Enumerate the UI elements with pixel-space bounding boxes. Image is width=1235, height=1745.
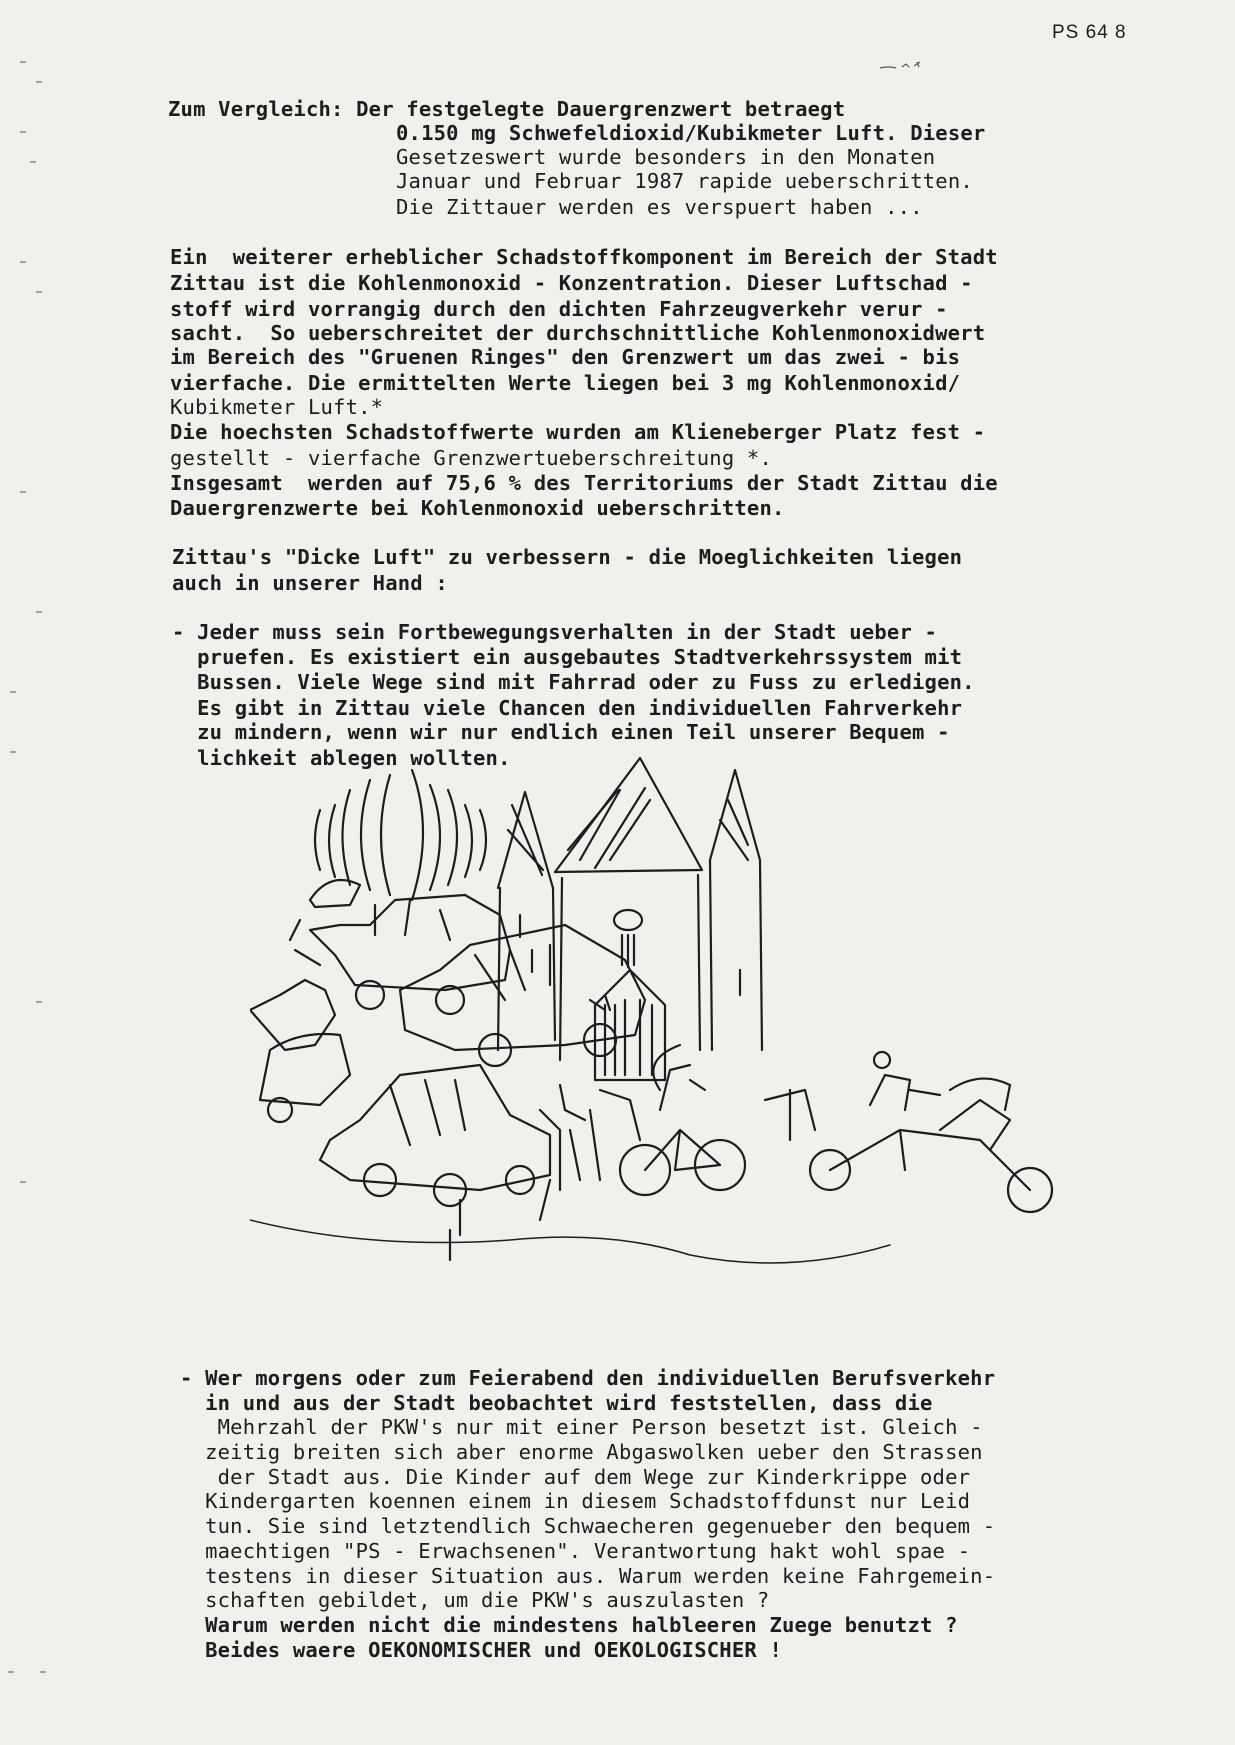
bullet-line: pruefen. Es existiert ein ausgebautes Stadtverkehrssystem mit [172,645,963,669]
comparison-line: 0.150 mg Schwefeldioxid/Kubikmeter Luft. Dieser [396,121,986,145]
bullet-line: tun. Sie sind letztendlich Schwaecheren gegenueber den bequem - [180,1514,996,1538]
middle-tower [555,758,702,1080]
paragraph-line: Dauergrenzwerte bei Kohlenmonoxid ueberschritten. [170,496,785,520]
bullet-line: zeitig breiten sich aber enorme Abgaswolken ueber den Strassen [180,1440,983,1464]
paragraph-line: Die hoechsten Schadstoffwerte wurden am Klieneberger Platz fest - [170,420,986,444]
bullet-line: maechtigen "PS - Erwachsenen". Verantwortung hakt wohl spae - [180,1539,971,1563]
bullet-line: testens in dieser Situation aus. Warum werden keine Fahrgemein- [180,1564,996,1588]
paragraph-line: auch in unserer Hand : [172,571,448,595]
comparison-line: Januar und Februar 1987 rapide ueberschritten. [396,169,973,193]
bullet-line: - Wer morgens oder zum Feierabend den individuellen Berufsverkehr [180,1366,996,1390]
paragraph-line: im Bereich des "Gruenen Ringes" den Grenzwert um das zwei - bis [170,345,961,369]
paragraph-line: Insgesamt werden auf 75,6 % des Territoriums der Stadt Zittau die [170,471,998,495]
church-traffic-illustration [250,750,1060,1340]
comparison-line: Die Zittauer werden es verspuert haben ... [396,195,923,219]
paragraph-line: Zittau's "Dicke Luft" zu verbessern - die Moeglichkeiten liegen [172,545,963,569]
comparison-line: Gesetzeswert wurde besonders in den Monaten [396,145,936,169]
pen-scribble-mark [878,56,938,72]
paragraph-line: Zittau ist die Kohlenmonoxid - Konzentration. Dieser Luftschad - [170,271,973,295]
pedestrian-group [540,1085,640,1220]
bicycle-center [620,1045,745,1195]
bullet-line: Mehrzahl der PKW's nur mit einer Person besetzt ist. Gleich - [180,1415,983,1439]
bullet-line: der Stadt aus. Die Kinder auf dem Wege zur Kinderkrippe oder [180,1465,971,1489]
bullet-line: - Jeder muss sein Fortbewegungsverhalten in der Stadt ueber - [172,620,938,644]
bullet-line: Warum werden nicht die mindestens halbleeren Zuege benutzt ? [180,1613,958,1637]
bicycle-right [765,1052,1052,1212]
bullet-line: Beides waere OEKONOMISCHER und OEKOLOGISCHER ! [180,1638,783,1662]
car-left [250,980,350,1122]
paragraph-line: Ein weiterer erheblicher Schadstoffkomponent im Bereich der Stadt [170,245,998,269]
paragraph-line: Kubikmeter Luft.* [170,395,384,419]
paragraph-line: sacht. So ueberschreitet der durchschnittliche Kohlenmonoxidwert [170,321,986,345]
paragraph-line: vierfache. Die ermittelten Werte liegen bei 3 mg Kohlenmonoxid/ [170,371,961,395]
car-lower [320,1065,550,1260]
bullet-line: in und aus der Stadt beobachtet wird feststellen, dass die [180,1391,933,1415]
margin-marks [0,0,60,1745]
bullet-line: Bussen. Viele Wege sind mit Fahrrad oder zu Fuss zu erledigen. [172,670,975,694]
bullet-line: Kindergarten koennen einem in diesem Schadstoffdunst nur Leid [180,1489,971,1513]
bullet-line: zu mindern, wenn wir nur endlich einen Teil unserer Bequem - [172,720,950,744]
comparison-line: Zum Vergleich: Der festgelegte Dauergrenzwert betraegt [168,97,846,121]
page-label: PS 64 8 [1052,22,1127,43]
bullet-line: Es gibt in Zittau viele Chancen den individuellen Fahrverkehr [172,696,963,720]
bullet-line: schaften gebildet, um die PKW's auszulasten ? [180,1588,770,1612]
paragraph-line: stoff wird vorrangig durch den dichten Fahrzeugverkehr verur - [170,297,948,321]
paragraph-line: gestellt - vierfache Grenzwertueberschreitung *. [170,446,773,470]
bullet-line: lichkeit ablegen wollten. [172,746,511,770]
right-tower [710,770,762,1050]
left-tower [498,792,555,1050]
